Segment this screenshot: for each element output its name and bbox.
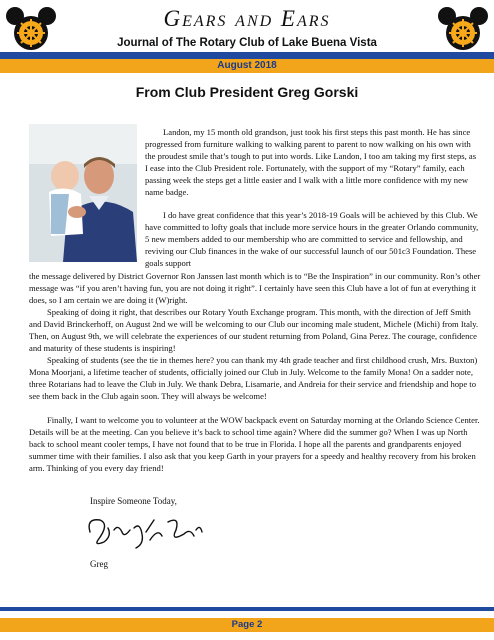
signature-image [84, 510, 204, 550]
president-with-grandson-photo [29, 124, 137, 262]
issue-date: August 2018 [217, 60, 277, 71]
paragraph-5: Finally, I want to welcome you to volunteer at the WOW backpack event on Saturday morning at the Orlando Science Center. Details will be at the meeting. Can you believe it’s back to school time again? Where did the summer go? When I was up North back to school meant cooler temps, I have not found that to be true in Florida. I hope all the parents and grandparents enjoyed summer time with their families. I also ask that you keep Garth in your prayers for a speedy and healthy recovery from his broken arm. Thinking of you every day friend! [29, 415, 480, 474]
article-headline: From Club President Greg Gorski [135, 84, 359, 100]
newsletter-title: Gears and Ears [163, 6, 331, 31]
closing-line: Inspire Someone Today, [90, 496, 177, 506]
page-number: Page 2 [231, 619, 263, 630]
paragraph-3: Speaking of doing it right, that describes our Rotary Youth Exchange program. This month, with the direction of Jeff Smith and David Brinckerhoff, on August 2nd we will be welcoming to our Club our incoming male student, Michele (Michi) from Italy. Then, on August 9th, we will celebrate the experiences of our student returning from Poland, Gina Perez. The courage, confidence and maturity of these students is inspiring! [29, 307, 479, 354]
header-blue-rule [0, 52, 494, 59]
newsletter-subtitle: Journal of The Rotary Club of Lake Buena Vista [117, 37, 377, 49]
paragraph-2-continued: the message delivered by District Governor Ron Janssen last month which is to “Be the Inspiration” in our community. Ron’s other message was “if you aren’t having fun, you are not doing it right”. I certainly have seen this Club have a lot of fun at everything it does, so I am certain we are doing it (W)right. [29, 271, 481, 306]
paragraph-1: Landon, my 15 month old grandson, just took his first steps this past month. He has since progressed from furniture walking to walking parent to parent to now walking on his own with the proudest smile that’s tough to put into words. Like Landon, I too am taking my first steps, as I ease into the Club President role. Fortunately, with the support of my “Rotary” family, each passing week the steps get a little easier and I walk with a little more confidence with my new name badge. [145, 127, 477, 198]
footer-blue-rule [0, 607, 494, 611]
signer-name: Greg [90, 559, 108, 569]
paragraph-4: Speaking of students (see the tie in themes here? you can thank my 4th grade teacher and first childhood crush, Mrs. Buxton) Mona Moorjani, a lifetime teacher of students, officially joined our Club in July. Welcome to the family Mona! On a sadder note, three Rotarians had to leave the Club in July. We thank Debra, Lisamarie, and Andreia for their service and friendship and hope to see them back in the Club again soon. They will always be welcome! [29, 355, 478, 402]
paragraph-2-start: I do have great confidence that this year’s 2018-19 Goals will be achieved by this Club. We have committed to lofty goals that include more service hours in the greater Orlando community, 5 new members added to our membership who are committed to service and fellowship, and reviving our Club finances in the wake of our successful launch of our 501c3 Foundation. These goals support [145, 210, 479, 269]
